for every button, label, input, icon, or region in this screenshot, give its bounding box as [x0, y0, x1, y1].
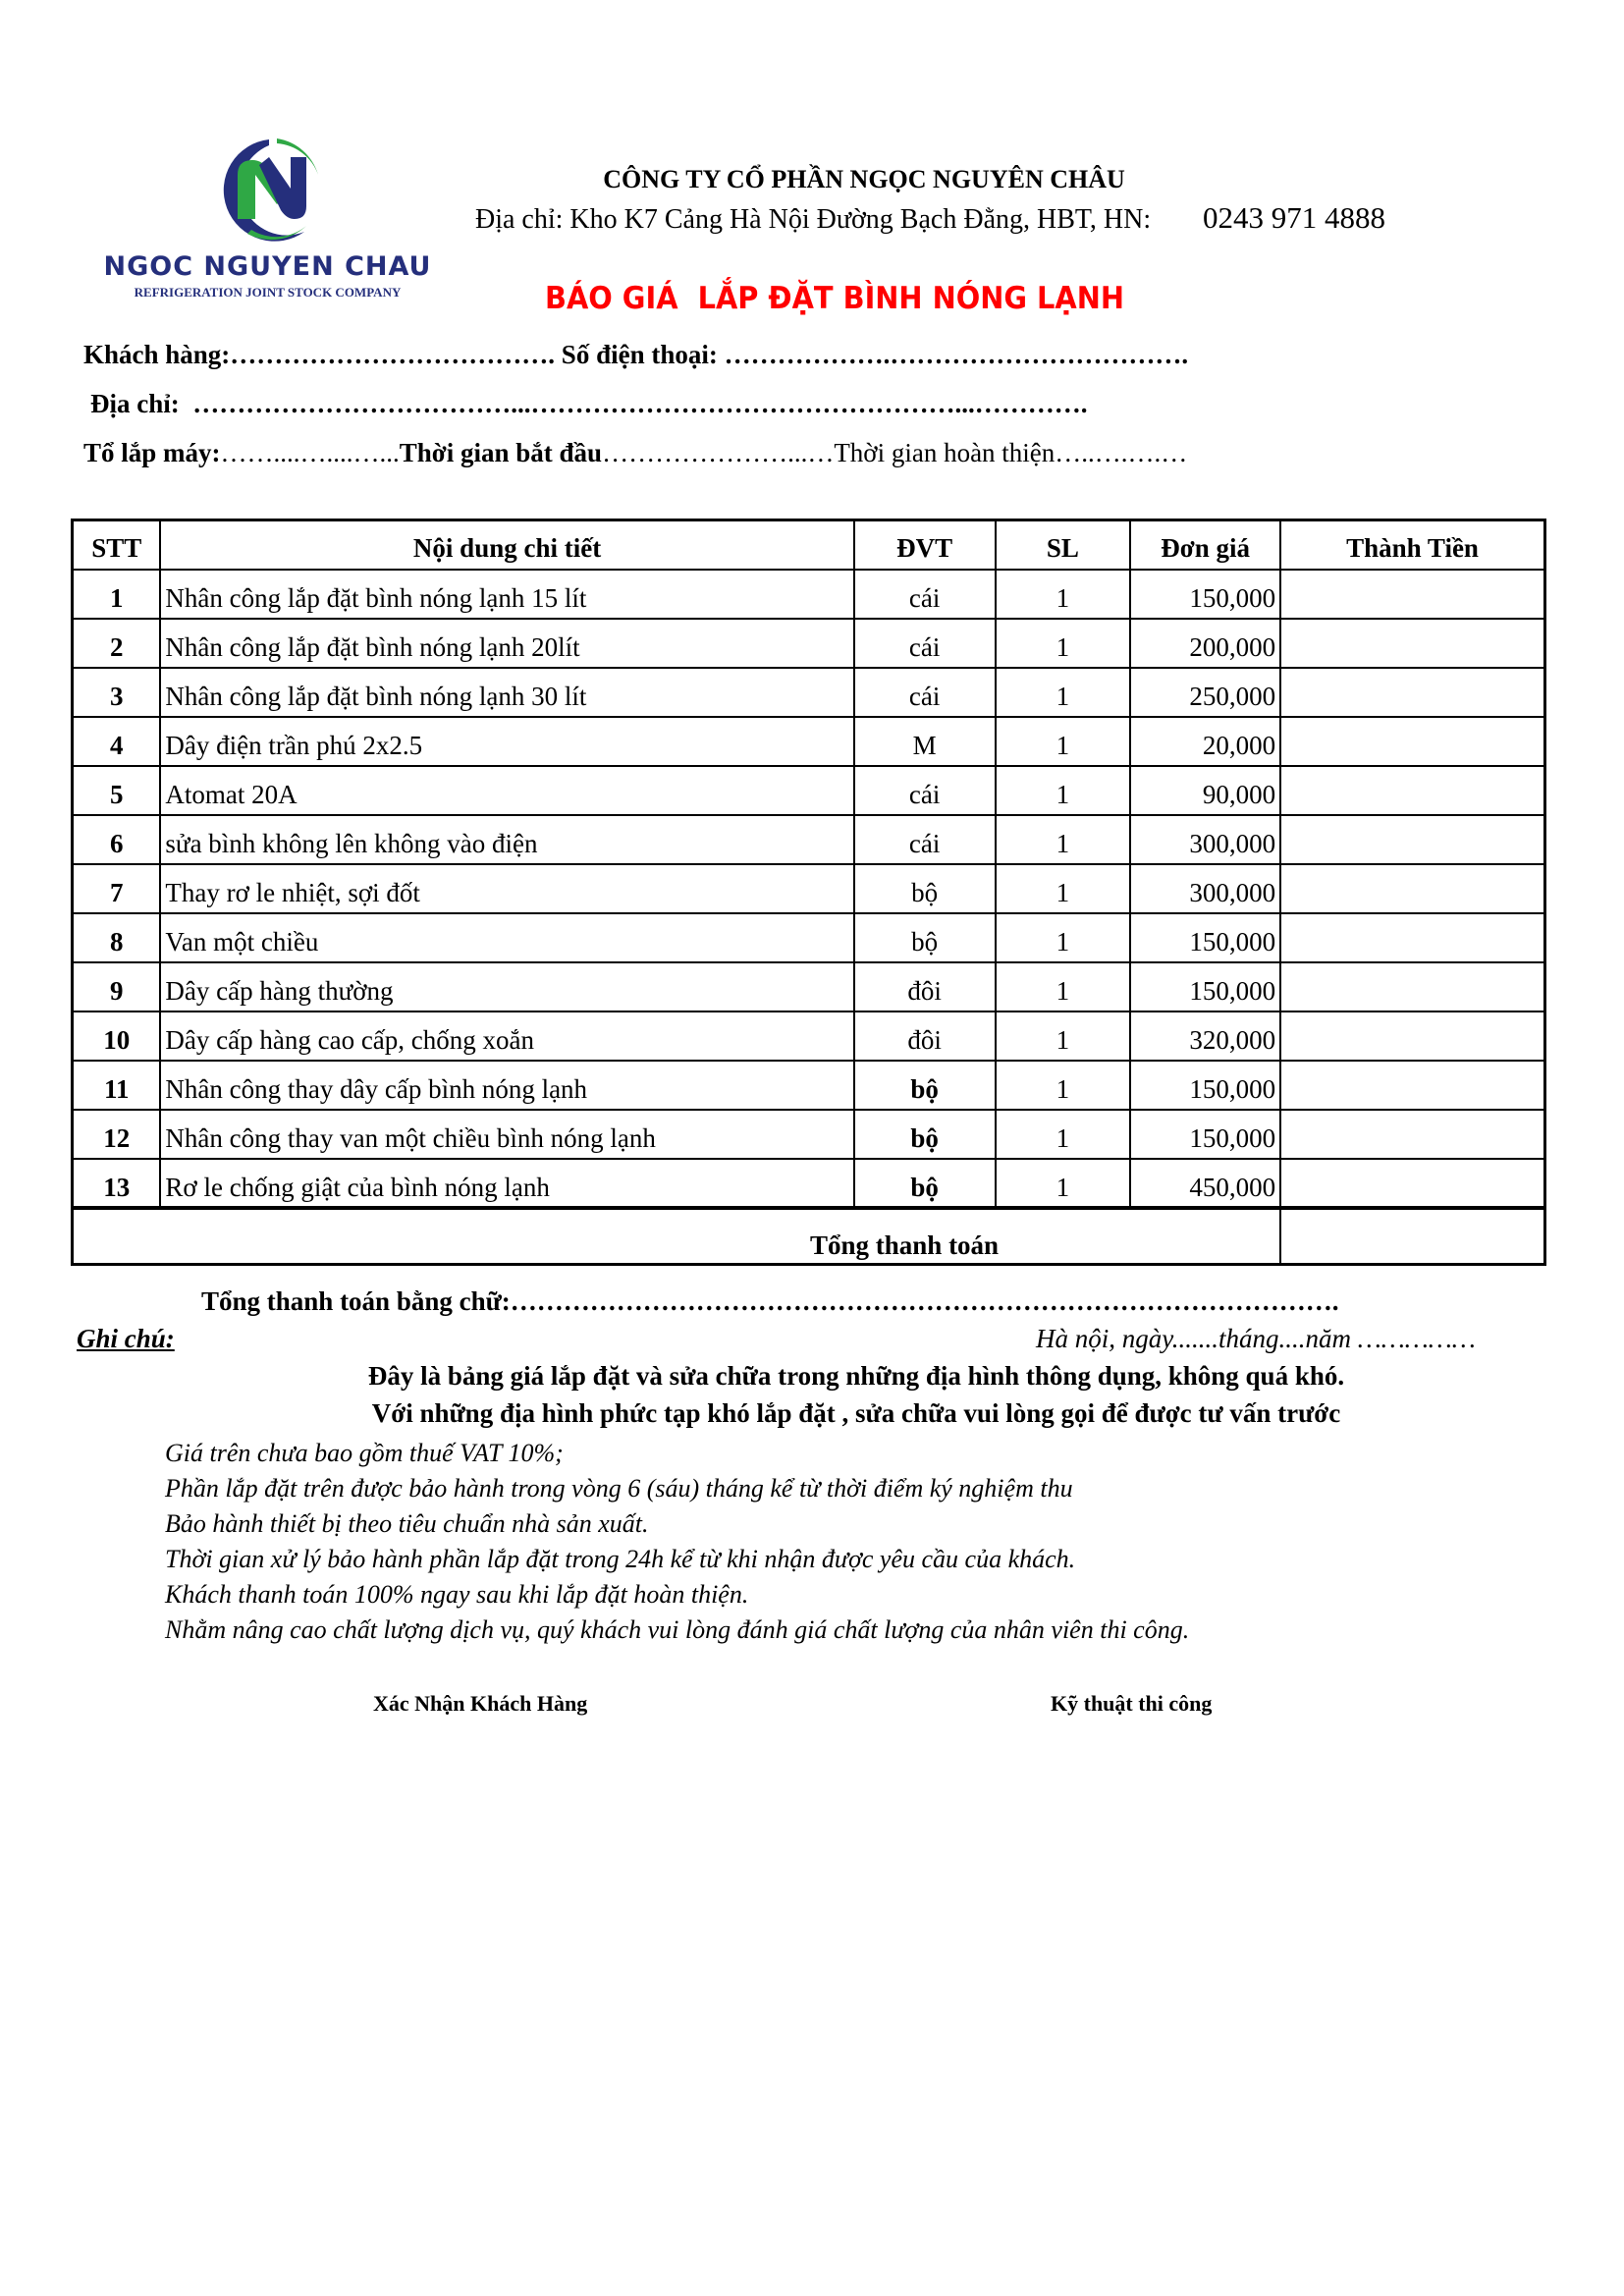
row-unit: đôi [854, 1011, 996, 1061]
row-unit-price: 150,000 [1130, 1061, 1280, 1110]
row-stt: 1 [73, 570, 161, 619]
row-amount[interactable] [1280, 1159, 1544, 1208]
row-unit-price: 150,000 [1130, 962, 1280, 1011]
customer-field[interactable]: Khách hàng:………………………………. [83, 340, 556, 369]
row-unit: cái [854, 570, 996, 619]
row-unit-price: 90,000 [1130, 766, 1280, 815]
row-stt: 4 [73, 717, 161, 766]
table-header-row [73, 520, 1545, 570]
row-amount[interactable] [1280, 962, 1544, 1011]
row-quantity: 1 [996, 1061, 1131, 1110]
note-item: Khách thanh toán 100% ngay sau khi lắp đặt hoàn thiện. [165, 1580, 749, 1609]
header-unit: ĐVT [854, 520, 996, 570]
row-quantity: 1 [996, 962, 1131, 1011]
row-description: sửa bình không lên không vào điện [160, 815, 853, 864]
row-amount[interactable] [1280, 1110, 1544, 1159]
row-unit: bộ [854, 864, 996, 913]
row-stt: 8 [73, 913, 161, 962]
logo-subtitle: REFRIGERATION JOINT STOCK COMPANY [134, 285, 402, 300]
row-unit-price: 20,000 [1130, 717, 1280, 766]
header-stt: STT [73, 520, 161, 570]
start-time-field[interactable]: …………………...… [602, 438, 835, 467]
row-amount[interactable] [1280, 815, 1544, 864]
finish-time-field[interactable]: …..….….… [1055, 438, 1188, 467]
table-row [73, 1011, 1545, 1061]
total-row [73, 1208, 1545, 1265]
company-address: Địa chỉ: Kho K7 Cảng Hà Nội Đường Bạch Đằng, HBT, HN: [475, 204, 1152, 235]
notes-label: Ghi chú: [77, 1324, 175, 1353]
row-amount[interactable] [1280, 668, 1544, 717]
table-row [73, 668, 1545, 717]
row-quantity: 1 [996, 619, 1131, 668]
row-description: Nhân công lắp đặt bình nóng lạnh 15 lít [160, 570, 853, 619]
row-stt: 9 [73, 962, 161, 1011]
row-unit: cái [854, 619, 996, 668]
finish-time-label: Thời gian hoàn thiện [834, 438, 1056, 467]
row-unit-price: 320,000 [1130, 1011, 1280, 1061]
header-description: Nội dung chi tiết [160, 520, 853, 570]
total-value[interactable] [1280, 1208, 1544, 1265]
customer-signature-label: Xác Nhận Khách Hàng [373, 1691, 588, 1716]
table-row [73, 619, 1545, 668]
row-stt: 6 [73, 815, 161, 864]
address-info-line [90, 389, 1088, 419]
row-description: Dây cấp hàng thường [160, 962, 853, 1011]
company-name: CÔNG TY CỔ PHẦN NGỌC NGUYÊN CHÂU [603, 165, 1125, 193]
row-quantity: 1 [996, 1159, 1131, 1208]
date-line: Hà nội, ngày.......tháng....năm …………… [1036, 1324, 1476, 1353]
technician-signature-label: Kỹ thuật thi công [1051, 1691, 1213, 1716]
row-stt: 12 [73, 1110, 161, 1159]
row-quantity: 1 [996, 864, 1131, 913]
row-quantity: 1 [996, 815, 1131, 864]
row-quantity: 1 [996, 913, 1131, 962]
table-row [73, 570, 1545, 619]
table-row [73, 815, 1545, 864]
row-description: Nhân công thay dây cấp bình nóng lạnh [160, 1061, 853, 1110]
customer-info-line [83, 340, 1188, 370]
row-description: Nhân công thay van một chiều bình nóng lạnh [160, 1110, 853, 1159]
company-phone: 0243 971 4888 [1203, 200, 1385, 235]
italic-notes-list [165, 1436, 1189, 1648]
total-label: Tổng thanh toán [73, 1208, 1281, 1265]
document-title: BÁO GIÁ LẮP ĐẶT BÌNH NÓNG LẠNH [544, 281, 1125, 316]
row-unit: cái [854, 668, 996, 717]
note-item: Nhằm nâng cao chất lượng dịch vụ, quý khách vui lòng đánh giá chất lượng của nhân viên thi công. [165, 1615, 1190, 1644]
row-description: Thay rơ le nhiệt, sợi đốt [160, 864, 853, 913]
row-amount[interactable] [1280, 570, 1544, 619]
row-description: Nhân công lắp đặt bình nóng lạnh 20lít [160, 619, 853, 668]
address-label: Địa chỉ: [90, 389, 180, 418]
bold-note: Với những địa hình phức tạp khó lắp đặt , sửa chữa vui lòng gọi để được tư vấn trước [371, 1398, 1341, 1428]
table-row [73, 962, 1545, 1011]
table-row [73, 717, 1545, 766]
row-amount[interactable] [1280, 1061, 1544, 1110]
quote-table [71, 519, 1546, 1266]
row-stt: 7 [73, 864, 161, 913]
row-unit: bộ [854, 1110, 996, 1159]
header-unit-price: Đơn giá [1130, 520, 1280, 570]
row-amount[interactable] [1280, 1011, 1544, 1061]
row-stt: 13 [73, 1159, 161, 1208]
row-quantity: 1 [996, 1110, 1131, 1159]
start-time-label: Thời gian bắt đầu [399, 438, 603, 467]
team-label: Tổ lắp máy: [83, 438, 221, 467]
row-unit-price: 300,000 [1130, 864, 1280, 913]
address-field[interactable]: ………………………………...…………………………………………...…………. [192, 389, 1088, 418]
row-unit: cái [854, 815, 996, 864]
team-info-line [83, 438, 1187, 468]
header-amount: Thành Tiền [1280, 520, 1544, 570]
table-row [73, 1110, 1545, 1159]
phone-field[interactable]: Số điện thoại: ……………….……………………………. [561, 340, 1189, 369]
note-item: Bảo hành thiết bị theo tiêu chuẩn nhà sản xuất. [165, 1509, 649, 1538]
row-unit-price: 200,000 [1130, 619, 1280, 668]
row-quantity: 1 [996, 717, 1131, 766]
row-quantity: 1 [996, 668, 1131, 717]
logo-name: NGOC NGUYEN CHAU [103, 251, 432, 282]
note-item: Phần lắp đặt trên được bảo hành trong vòng 6 (sáu) tháng kể từ thời điểm ký nghiệm thu [165, 1474, 1073, 1503]
row-unit-price: 150,000 [1130, 570, 1280, 619]
note-item: Thời gian xử lý bảo hành phần lắp đặt trong 24h kể từ khi nhận được yêu cầu của khách. [165, 1545, 1076, 1573]
row-unit-price: 450,000 [1130, 1159, 1280, 1208]
company-logo [98, 136, 437, 307]
row-unit-price: 300,000 [1130, 815, 1280, 864]
bold-note: Đây là bảng giá lắp đặt và sửa chữa trong những địa hình thông dụng, không quá khó. [367, 1361, 1345, 1391]
row-amount[interactable] [1280, 619, 1544, 668]
row-description: Atomat 20A [160, 766, 853, 815]
table-row [73, 1061, 1545, 1110]
row-unit: bộ [854, 1159, 996, 1208]
row-amount[interactable] [1280, 766, 1544, 815]
row-unit-price: 150,000 [1130, 913, 1280, 962]
note-item: Giá trên chưa bao gồm thuế VAT 10%; [165, 1439, 564, 1467]
row-unit: M [854, 717, 996, 766]
row-description: Dây điện trần phú 2x2.5 [160, 717, 853, 766]
row-stt: 3 [73, 668, 161, 717]
table-row [73, 766, 1545, 815]
header-quantity: SL [996, 520, 1131, 570]
row-description: Nhân công lắp đặt bình nóng lạnh 30 lít [160, 668, 853, 717]
table-row [73, 864, 1545, 913]
row-quantity: 1 [996, 1011, 1131, 1061]
row-unit: đôi [854, 962, 996, 1011]
row-unit: bộ [854, 1061, 996, 1110]
row-amount[interactable] [1280, 864, 1544, 913]
row-amount[interactable] [1280, 717, 1544, 766]
row-quantity: 1 [996, 570, 1131, 619]
table-row [73, 913, 1545, 962]
row-unit: cái [854, 766, 996, 815]
total-in-words[interactable]: Tổng thanh toán bằng chữ:…………………………………………………………………………………. [201, 1286, 1339, 1316]
row-quantity: 1 [996, 766, 1131, 815]
row-amount[interactable] [1280, 913, 1544, 962]
row-description: Rơ le chống giật của bình nóng lạnh [160, 1159, 853, 1208]
row-description: Dây cấp hàng cao cấp, chống xoắn [160, 1011, 853, 1061]
row-stt: 5 [73, 766, 161, 815]
row-unit-price: 250,000 [1130, 668, 1280, 717]
row-stt: 10 [73, 1011, 161, 1061]
row-stt: 11 [73, 1061, 161, 1110]
row-stt: 2 [73, 619, 161, 668]
row-description: Van một chiều [160, 913, 853, 962]
table-row [73, 1159, 1545, 1208]
logo-emblem-icon [208, 136, 331, 246]
table-body [73, 570, 1545, 1208]
row-unit: bộ [854, 913, 996, 962]
team-field[interactable]: ……....…....…... [220, 438, 400, 467]
row-unit-price: 150,000 [1130, 1110, 1280, 1159]
